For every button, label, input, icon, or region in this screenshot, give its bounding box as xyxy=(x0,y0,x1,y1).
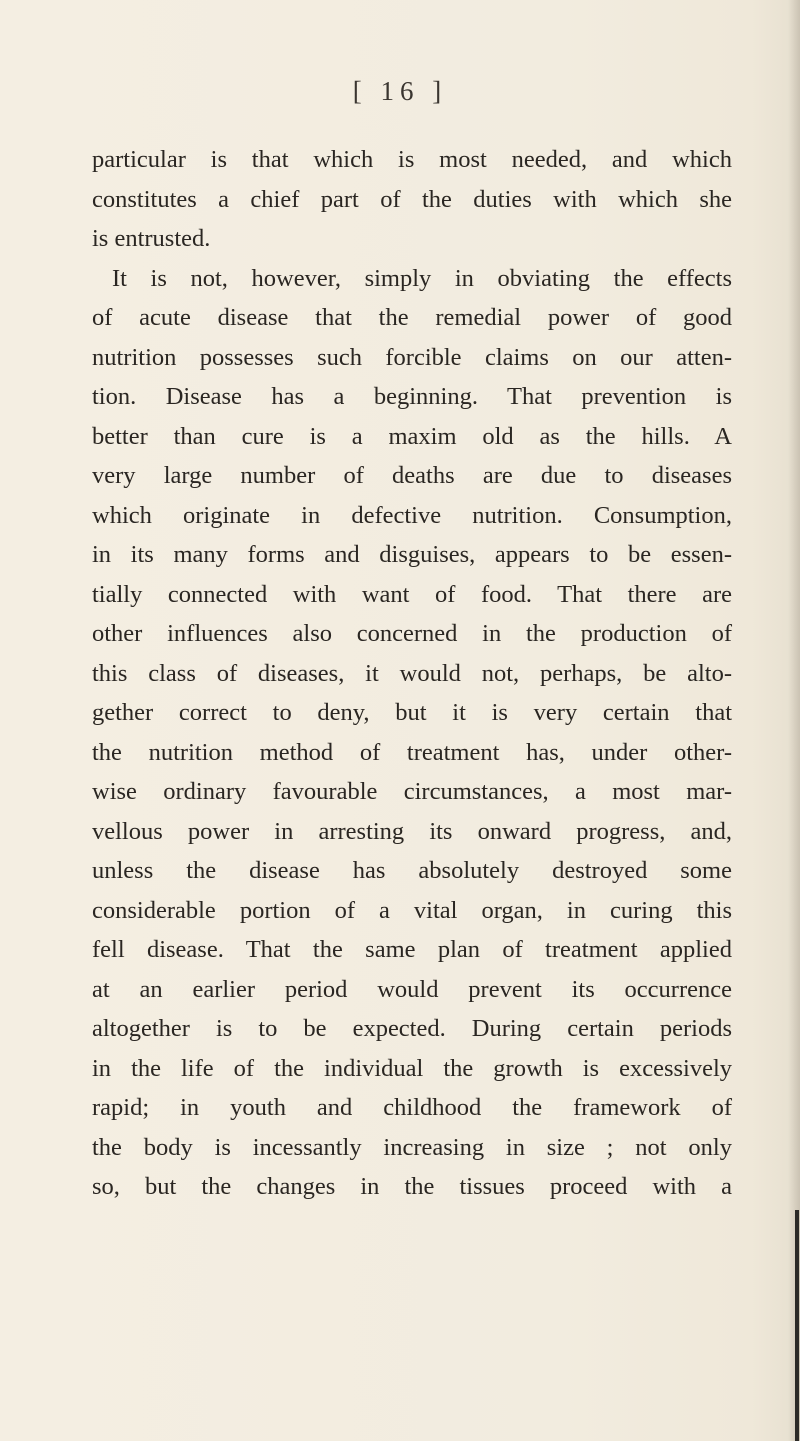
text-line: in its many forms and disguises, appears to be essen- xyxy=(92,541,732,568)
text-line: very large number of deaths are due to diseases xyxy=(92,462,732,489)
text-line: this class of diseases, it would not, perhaps, be alto- xyxy=(92,659,732,687)
text-line: which originate in defective nutrition. Consumption, xyxy=(92,501,732,529)
text-line: constitutes a chief part of the duties with which she xyxy=(92,185,732,213)
text-line: so, but the changes in the tissues proceed with a xyxy=(92,1173,732,1200)
text-line: wise ordinary favourable circumstances, a most mar- xyxy=(92,778,732,805)
text-line: particular is that which is most needed, and which xyxy=(92,146,732,173)
text-line: of acute disease that the remedial power of good xyxy=(92,304,732,331)
text-line: unless the disease has absolutely destroyed some xyxy=(92,857,732,884)
text-line: tially connected with want of food. That there are xyxy=(92,580,732,608)
body-text xyxy=(92,140,732,1207)
text-line: better than cure is a maxim old as the hills. A xyxy=(92,422,732,450)
text-line: the nutrition method of treatment has, under other- xyxy=(92,738,732,766)
text-line: is entrusted. xyxy=(92,225,211,252)
text-line: at an earlier period would prevent its occurrence xyxy=(92,975,732,1003)
text-line: gether correct to deny, but it is very certain that xyxy=(92,699,732,726)
binding-edge xyxy=(795,1210,799,1441)
text-line: fell disease. That the same plan of treatment applied xyxy=(92,936,732,963)
text-line: nutrition possesses such forcible claims on our atten- xyxy=(92,343,732,371)
text-line: other influences also concerned in the production of xyxy=(92,620,732,647)
text-line: altogether is to be expected. During certain periods xyxy=(92,1015,732,1042)
text-line: vellous power in arresting its onward progress, and, xyxy=(92,817,732,845)
text-line: the body is incessantly increasing in size ; not only xyxy=(92,1133,732,1161)
text-line: It is not, however, simply in obviating the effects xyxy=(112,264,732,292)
text-line: rapid; in youth and childhood the framework of xyxy=(92,1094,732,1121)
text-line: tion. Disease has a beginning. That prevention is xyxy=(92,383,732,410)
text-line: considerable portion of a vital organ, in curing this xyxy=(92,896,732,924)
page-number: [ 16 ] xyxy=(352,76,448,106)
text-line: in the life of the individual the growth is excessively xyxy=(92,1054,732,1082)
